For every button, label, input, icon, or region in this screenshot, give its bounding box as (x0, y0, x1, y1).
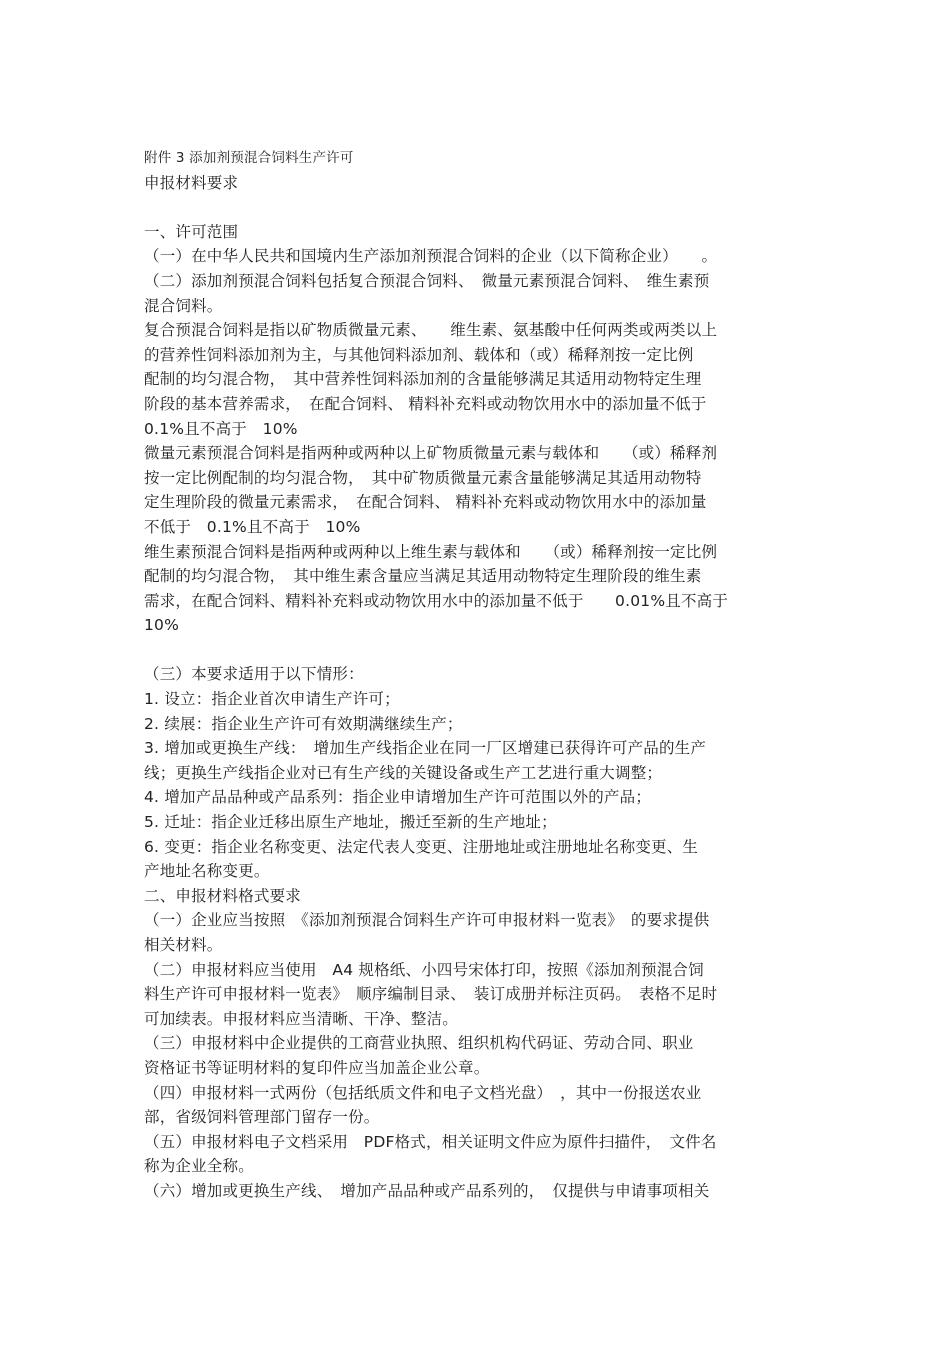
text-line: 0.1%且不高于 10% (144, 419, 298, 438)
text-line: 5. 迁址：指企业迁移出原生产地址，搬迁至新的生产地址； (144, 813, 557, 832)
text-line: 相关材料。 (144, 936, 223, 954)
text-line: 4. 增加产品品种或产品系列：指企业申请增加生产许可范围以外的产品； (144, 788, 652, 807)
text-line: （三）申报材料中企业提供的工商营业执照、组织机构代码证、劳动合同、职业 (144, 1034, 694, 1053)
text-line: 一、许可范围 (144, 222, 239, 241)
text-line: 产地址名称变更。 (144, 862, 270, 881)
text-line: 复合预混合饲料是指以矿物质微量元素、 维生素、氨基酸中任何两类或两类以上 (144, 321, 718, 340)
text-line: （五）申报材料电子文档采用 PDF格式，相关证明文件应为原件扫描件， 文件名 (144, 1132, 717, 1151)
text-line: 的营养性饲料添加剂为主，与其他饲料添加剂、载体和（或）稀释剂按一定比例 (144, 345, 694, 364)
text-line: 10% (144, 616, 180, 635)
text-line: 料生产许可申报材料一览表》 顺序编制目录、 装订成册并标注页码。 表格不足时 (144, 985, 718, 1004)
blank-line (144, 638, 814, 663)
blank-line (144, 195, 814, 220)
text-line: （一）企业应当按照 《添加剂预混合饲料生产许可申报材料一览表》 的要求提供 (144, 911, 710, 930)
text-line: 线；更换生产线指企业对已有生产线的关键设备或生产工艺进行重大调整； (144, 763, 663, 782)
text-line: 按一定比例配制的均匀混合物， 其中矿物质微量元素含量能够满足其适用动物特 (144, 468, 702, 487)
text-line: 6. 变更：指企业名称变更、法定代表人变更、注册地址或注册地址名称变更、生 (144, 837, 699, 856)
text-line: 2. 续展：指企业生产许可有效期满继续生产； (144, 714, 463, 733)
document-body (144, 146, 814, 1204)
text-line: 可加续表。申报材料应当清晰、干净、整洁。 (144, 1009, 459, 1028)
text-line: 1. 设立：指企业首次申请生产许可； (144, 690, 400, 709)
text-line: （一）在中华人民共和国境内生产添加剂预混合饲料的企业（以下简称企业） 。 (144, 247, 718, 266)
text-line: 二、申报材料格式要求 (144, 886, 302, 905)
text-line: 3. 增加或更换生产线： 增加生产线指企业在同一厂区增建已获得许可产品的生产 (144, 739, 707, 758)
attachment-title: 附件 3 添加剂预混合饲料生产许可 (144, 150, 354, 166)
text-line: 配制的均匀混合物， 其中营养性饲料添加剂的含量能够满足其适用动物特定生理 (144, 370, 702, 389)
text-line: 阶段的基本营养需求， 在配合饲料、 精料补充料或动物饮用水中的添加量不低于 (144, 394, 707, 413)
text-line: 部，省级饲料管理部门留存一份。 (144, 1108, 380, 1127)
text-line: 定生理阶段的微量元素需求， 在配合饲料、 精料补充料或动物饮用水中的添加量 (144, 493, 707, 512)
text-line: 维生素预混合饲料是指两种或两种以上维生素与载体和 （或）稀释剂按一定比例 (144, 542, 718, 561)
text-line: （六）增加或更换生产线、 增加产品品种或产品系列的， 仅提供与申请事项相关 (144, 1181, 710, 1200)
text-line: 资格证书等证明材料的复印件应当加盖企业公章。 (144, 1058, 490, 1077)
text-line: （四）申报材料一式两份（包括纸质文件和电子文档光盘） ，其中一份报送农业 (144, 1083, 702, 1102)
text-line: 不低于 0.1%且不高于 10% (144, 517, 361, 536)
text-line: （二）添加剂预混合饲料包括复合预混合饲料、 微量元素预混合饲料、 维生素预 (144, 271, 710, 290)
text-line: 称为企业全称。 (144, 1157, 254, 1176)
document-subtitle: 申报材料要求 (144, 173, 239, 192)
text-line: 需求，在配合饲料、精料补充料或动物饮用水中的添加量不低于 0.01%且不高于 (144, 591, 729, 610)
text-line: （二）申报材料应当使用 A4 规格纸、小四号宋体打印，按照《添加剂预混合饲 (144, 960, 704, 979)
text-line: 混合饲料。 (144, 296, 223, 315)
text-line: 配制的均匀混合物， 其中维生素含量应当满足其适用动物特定生理阶段的维生素 (144, 567, 702, 586)
text-line: 微量元素预混合饲料是指两种或两种以上矿物质微量元素与载体和 （或）稀释剂 (144, 444, 718, 463)
text-line: （三）本要求适用于以下情形： (144, 665, 364, 684)
